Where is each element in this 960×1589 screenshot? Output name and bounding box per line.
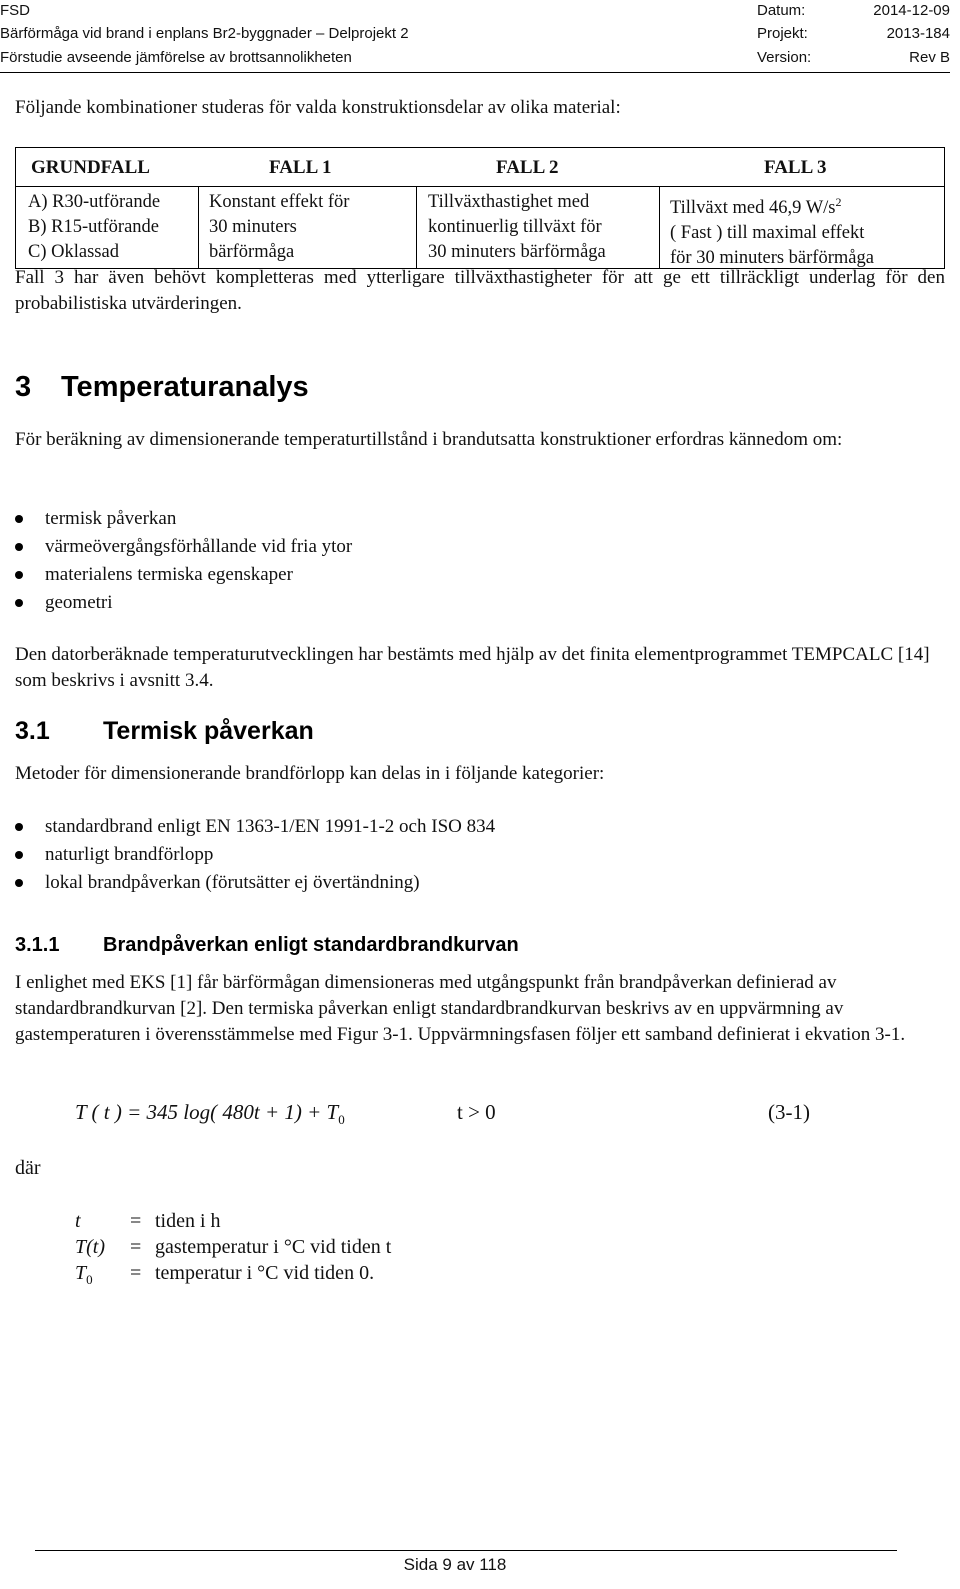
definition-text: tiden i h [155, 1210, 221, 1232]
section-paragraph: Den datorberäknade temperaturutvecklingen har bestämts med hjälp av det finita elementprogrammet TEMPCALC [14] som beskrivs i avsnitt 3.4. [15, 644, 930, 691]
definition-text: gastemperatur i °C vid tiden t [155, 1236, 392, 1258]
table-column-divider [198, 186, 199, 268]
equation-formula: T ( t ) = 345 log( $480t + 1) + T_0$ [75, 1100, 345, 1128]
definition-equals: = [130, 1210, 142, 1232]
date-value: 2014-12-09 [873, 2, 950, 19]
table-header-fall3: FALL 3 [764, 157, 827, 178]
table-column-divider [659, 186, 660, 268]
table-cell-fall2: Tillväxthastighet med kontinuerlig tillväxt för 30 minuters bärförmåga [428, 192, 606, 262]
definition-row: T(t) [75, 1236, 105, 1258]
section-heading: 3 Temperaturanalys [15, 371, 309, 403]
equation-label: (3-1) [768, 1100, 810, 1124]
header-divider [0, 72, 950, 73]
list-item: lokal brandpåverkan (förutsätter ej övertändning) [15, 869, 495, 897]
project-label: Projekt: [757, 25, 808, 42]
definition-equals: = [130, 1262, 142, 1284]
definition-text: temperatur i °C vid tiden 0. [155, 1262, 375, 1284]
subsubsection-heading: 3.1.1 Brandpåverkan enligt standardbrandkurvan [15, 934, 519, 956]
fall3-note: Fall 3 har även behövt kompletteras med ytterligare tillväxthastigheter för att ge ett tillräckligt underlag för den probabilistiska utvärderingen. [15, 267, 945, 314]
table-cell-fall1: Konstant effekt för 30 minuters bärförmåga [209, 192, 350, 262]
bullet-list [15, 813, 495, 897]
page-header [0, 0, 960, 74]
subsection-heading: 3.1 Termisk påverkan [15, 717, 314, 745]
section-paragraph: För beräkning av dimensionerande temperaturtillstånd i brandutsatta konstruktioner erfordras kännedom om: [15, 429, 843, 450]
equation-condition: t > 0 [457, 1100, 496, 1124]
table-header-fall1: FALL 1 [269, 157, 332, 178]
table-divider [16, 186, 944, 187]
list-item: naturligt brandförlopp [15, 841, 495, 869]
cases-table [15, 147, 945, 269]
version-value: Rev B [909, 49, 950, 66]
definition-row: t [75, 1210, 81, 1232]
list-item: värmeövergångsförhållande vid fria ytor [15, 533, 352, 561]
page-number: Sida 9 av 118 [403, 1555, 507, 1574]
org-name: FSD [0, 2, 30, 19]
report-subtitle: Förstudie avseende jämförelse av brottsannolikheten [0, 49, 352, 66]
project-value: 2013-184 [886, 25, 950, 42]
subsubsection-paragraph: I enlighet med EKS [1] får bärförmågan dimensioneras med utgångspunkt från brandpåverkan definierad av standardbrandkurvan [2]. Den termiska påverkan enligt standardbrandkurvan beskrivs av en uppvärmning av gastemperaturen i överensstämmelse med Figur 3-1. Uppvärmningsfasen följer ett samband definierat i ekvation 3-1. [15, 972, 906, 1045]
version-label: Version: [757, 49, 812, 66]
where-label: där [15, 1157, 41, 1179]
date-label: Datum: [757, 2, 806, 19]
list-item: materialens termiska egenskaper [15, 561, 352, 589]
bullet-list [15, 505, 352, 617]
report-title: Bärförmåga vid brand i enplans Br2-byggnader – Delprojekt 2 [0, 25, 409, 42]
table-cell-fall3: Tillväxt med 46,9 $W/s^2$ ( Fast ) till maximal effekt för 30 minuters bärförmåga [670, 195, 874, 269]
intro-paragraph: Följande kombinationer studeras för valda konstruktionsdelar av olika material: [15, 97, 621, 118]
table-cell-grundfall: A) R30-utförande B) R15-utförande C) Oklassad [28, 192, 161, 262]
definition-row: $T_0$ [75, 1262, 93, 1287]
footer-divider [35, 1550, 897, 1551]
definition-equals: = [130, 1236, 142, 1258]
list-item: standardbrand enligt EN 1363-1/EN 1991-1-2 och ISO 834 [15, 813, 495, 841]
list-item: geometri [15, 589, 352, 617]
table-column-divider [416, 186, 417, 268]
table-header-fall2: FALL 2 [496, 157, 559, 178]
subsection-paragraph: Metoder för dimensionerande brandförlopp kan delas in i följande kategorier: [15, 763, 605, 784]
list-item: termisk påverkan [15, 505, 352, 533]
table-header-grundfall: GRUNDFALL [31, 157, 150, 178]
